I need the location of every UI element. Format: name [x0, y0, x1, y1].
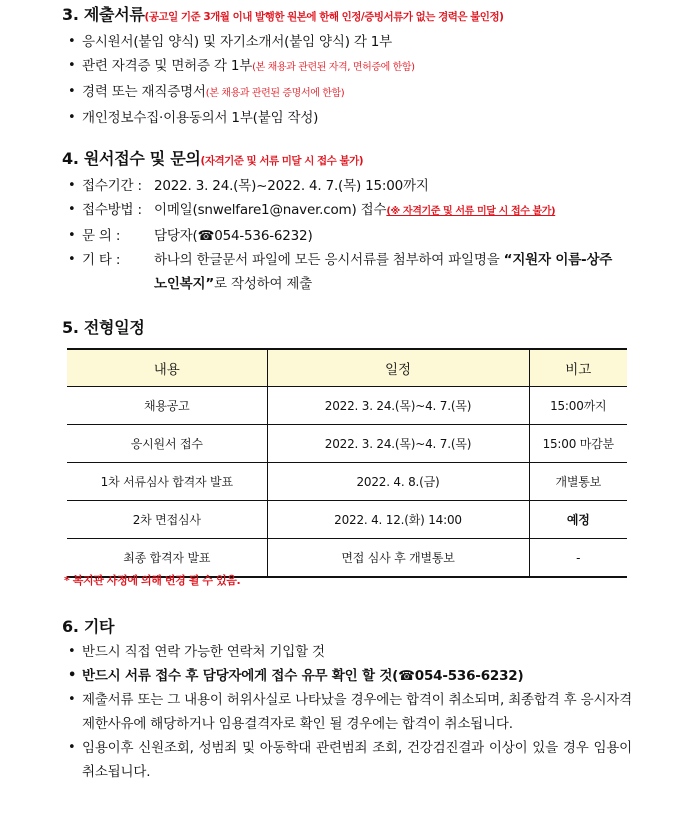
table-cell: 최종 합격자 발표 — [67, 539, 267, 578]
section-other — [62, 616, 632, 784]
table-row — [67, 463, 627, 501]
section-3-note: (공고일 기준 3개월 이내 발행한 원본에 한해 인정/증빙서류가 없는 경력은 불인정) — [144, 11, 504, 23]
list-item: • 임용이후 신원조회, 성범죄 및 아동학대 관련범죄 조회, 건강검진결과 이상이 있을 경우 임용이 취소됩니다. — [62, 736, 632, 784]
table-cell: 2022. 4. 12.(화) 14:00 — [267, 501, 529, 539]
header-schedule: 일정 — [267, 349, 529, 387]
list-item-method: • 접수방법 : 이메일(snwelfare1@naver.com) 접수(※ 자격기준 및 서류 미달 시 접수 불가) — [62, 198, 662, 224]
table-cell: 15:00까지 — [529, 387, 627, 425]
list-item: • 제출서류 또는 그 내용이 허위사실로 나타났을 경우에는 합격이 취소되며, 최종합격 후 응시자격 제한사유에 해당하거나 임용결격자로 확인 될 경우에는 합격이 취소됩니다. — [62, 688, 632, 736]
table-cell: 2022. 4. 8.(금) — [267, 463, 529, 501]
table-cell: 면접 심사 후 개별통보 — [267, 539, 529, 578]
section-4-title: 4. 원서접수 및 문의(자격기준 및 서류 미달 시 접수 불가) — [62, 149, 364, 168]
table-cell: - — [529, 539, 627, 578]
list-item-etc: • 기 타 : 하나의 한글문서 파일에 모든 응시서류를 첨부하여 파일명을 “지원자 이름-상주노인복지”로 작성하여 제출 — [62, 248, 662, 296]
other-list — [62, 640, 632, 784]
application-list — [62, 174, 662, 296]
list-item: • 반드시 직접 연락 가능한 연락처 기입할 것 — [62, 640, 632, 664]
documents-list — [62, 30, 662, 130]
table-cell: 응시원서 접수 — [67, 425, 267, 463]
table-cell: 예정 — [529, 501, 627, 539]
section-4-note: (자격기준 및 서류 미달 시 접수 불가) — [200, 155, 364, 167]
table-cell: 개별통보 — [529, 463, 627, 501]
table-row — [67, 501, 627, 539]
section-5-title: 5. 전형일정 — [62, 318, 145, 337]
list-item: • 반드시 서류 접수 후 담당자에게 접수 유무 확인 할 것(☎054-536-6232) — [62, 664, 632, 688]
header-content: 내용 — [67, 349, 267, 387]
header-remarks: 비고 — [529, 349, 627, 387]
email-text: 이메일(snwelfare1@naver.com) 접수 — [154, 202, 387, 218]
section-3-title: 3. 제출서류(공고일 기준 3개월 이내 발행한 원본에 한해 인정/증빙서류가 없는 경력은 불인정) — [62, 5, 504, 24]
table-row — [67, 387, 627, 425]
table-cell: 15:00 마감분 — [529, 425, 627, 463]
table-header-row — [67, 349, 627, 387]
table-cell: 2022. 3. 24.(목)~4. 7.(목) — [267, 425, 529, 463]
table-cell: 채용공고 — [67, 387, 267, 425]
list-item-contact: • 문 의 : 담당자(☎054-536-6232) — [62, 224, 662, 248]
section-schedule — [62, 317, 662, 339]
section-application — [62, 148, 662, 296]
schedule-note: * 복지관 사정에 의해 변경 될 수 있음. — [64, 574, 241, 587]
table-cell: 1차 서류심사 합격자 발표 — [67, 463, 267, 501]
list-item: • 관련 자격증 및 면허증 각 1부(본 채용과 관련된 자격, 면허증에 한함) — [62, 54, 662, 80]
list-item: • 응시원서(붙임 양식) 및 자기소개서(붙임 양식) 각 1부 — [62, 30, 662, 54]
list-item: • 개인정보수집·이용동의서 1부(붙임 작성) — [62, 106, 662, 130]
section-6-title: 6. 기타 — [62, 617, 115, 636]
table-cell: 2차 면접심사 — [67, 501, 267, 539]
table-row — [67, 425, 627, 463]
list-item-period: • 접수기간 : 2022. 3. 24.(목)~2022. 4. 7.(목) 15:00까지 — [62, 174, 662, 198]
section-documents — [62, 4, 662, 130]
schedule-table — [67, 348, 627, 578]
table-cell: 2022. 3. 24.(목)~4. 7.(목) — [267, 387, 529, 425]
list-item: • 경력 또는 재직증명서(본 채용과 관련된 증명서에 한함) — [62, 80, 662, 106]
